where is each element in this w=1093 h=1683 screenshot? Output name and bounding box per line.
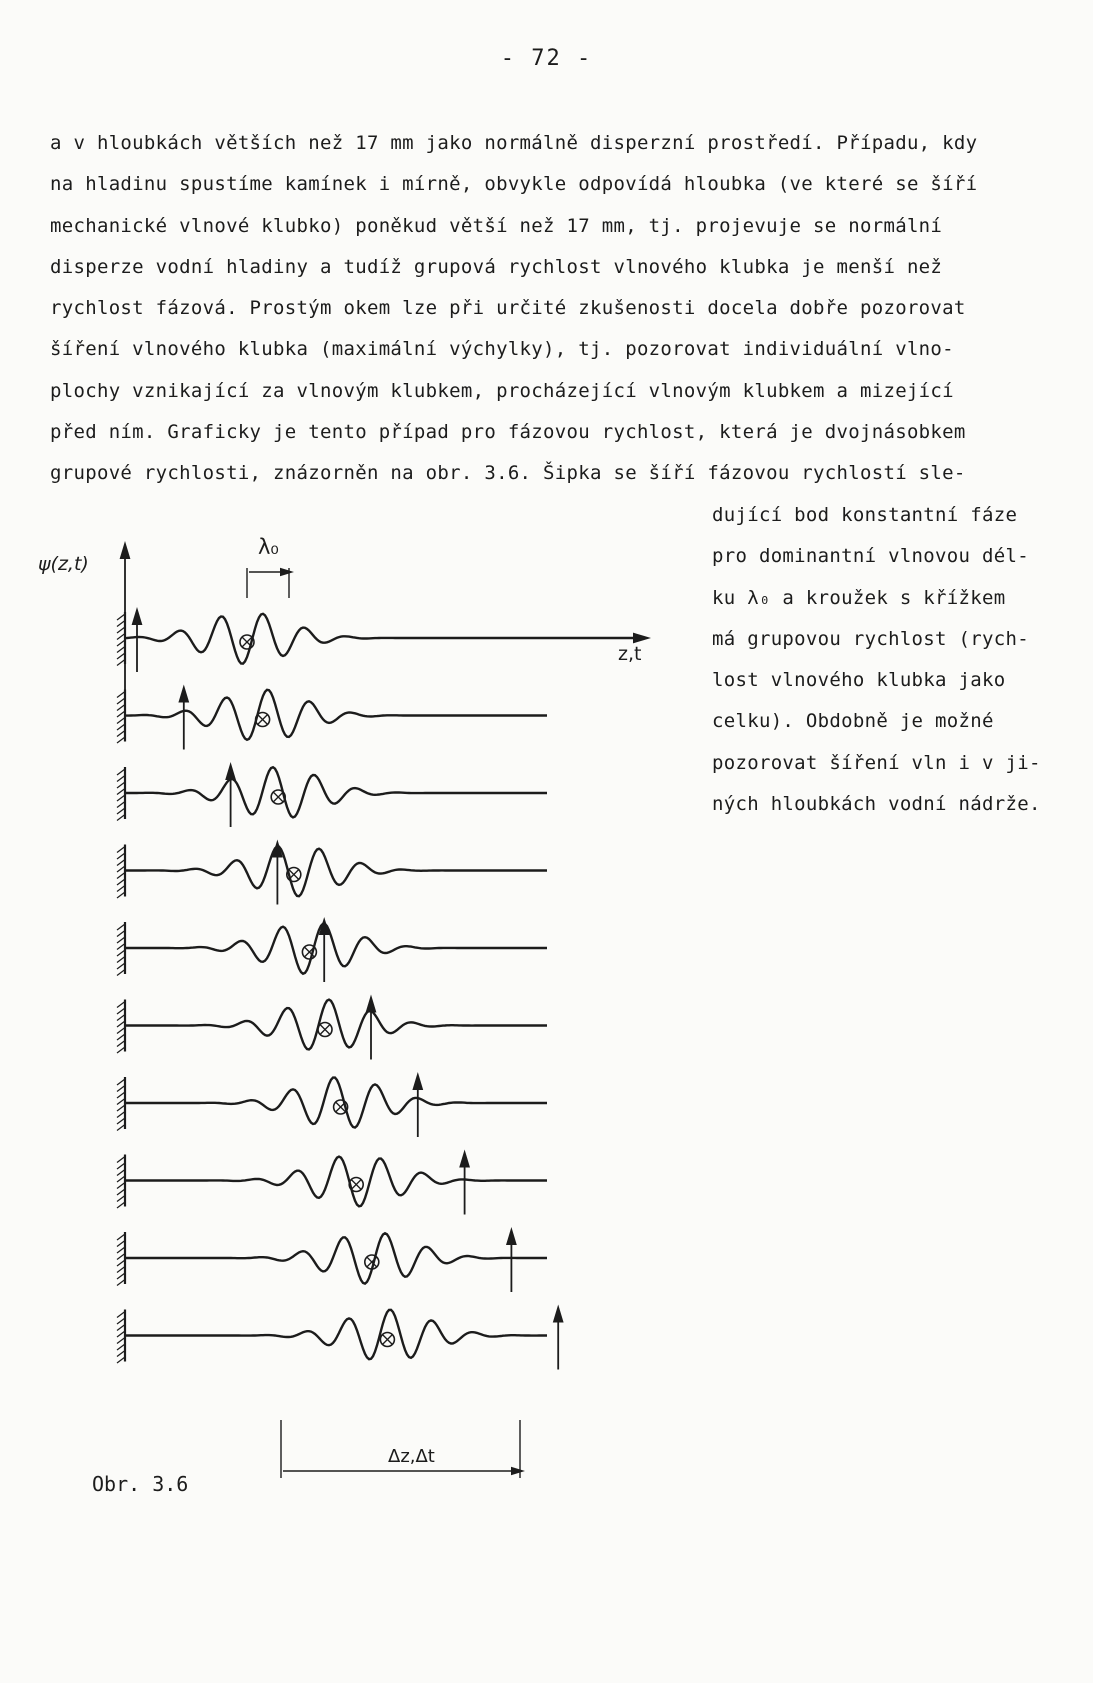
- wave-curve: [125, 847, 547, 897]
- paragraph-line: rychlost fázová. Prostým okem lze při určité zkušenosti docela dobře pozorovat: [50, 297, 966, 320]
- wave-curve: [125, 924, 547, 974]
- hatch-mark: [117, 1118, 125, 1124]
- wave-row: [117, 1310, 558, 1370]
- paragraph-line: na hladinu spustíme kamínek i mírně, obvykle odpovídá hloubka (ve které se šíří: [50, 173, 978, 196]
- figure-caption: Obr. 3.6: [92, 1472, 189, 1496]
- wave-row: [117, 1000, 547, 1060]
- hatch-mark: [117, 873, 125, 879]
- wave-packet-figure: [0, 520, 700, 1480]
- hatch-mark: [117, 1325, 125, 1331]
- hatch-mark: [117, 1331, 125, 1337]
- wave-row: [117, 1155, 547, 1215]
- hatch-mark: [117, 1105, 125, 1111]
- hatch-mark: [117, 1273, 125, 1279]
- hatch-mark: [117, 660, 125, 666]
- hatch-mark: [117, 782, 125, 788]
- wave-curve: [125, 1157, 547, 1207]
- hatch-mark: [117, 1318, 125, 1324]
- wave-curve: [125, 1233, 547, 1283]
- interval-label: Δz,Δt: [388, 1446, 435, 1467]
- side-line: pro dominantní vlnovou dél-: [712, 545, 1029, 568]
- wave-row: [117, 845, 547, 905]
- hatch-mark: [117, 1344, 125, 1350]
- hatch-mark: [117, 1099, 125, 1105]
- hatch-mark: [117, 614, 125, 620]
- hatch-mark: [117, 1086, 125, 1092]
- hatch-mark: [117, 698, 125, 704]
- side-line: celku). Obdobně je možné: [712, 710, 994, 733]
- hatch-mark: [117, 1202, 125, 1208]
- hatch-mark: [117, 1312, 125, 1318]
- hatch-mark: [117, 808, 125, 814]
- hatch-mark: [117, 879, 125, 885]
- hatch-mark: [117, 1267, 125, 1273]
- hatch-mark: [117, 1196, 125, 1202]
- hatch-mark: [117, 647, 125, 653]
- hatch-mark: [117, 931, 125, 937]
- hatch-mark: [117, 705, 125, 711]
- paragraph-line: šíření vlnového klubka (maximální výchylky), tj. pozorovat individuální vlno-: [50, 338, 954, 361]
- hatch-mark: [117, 847, 125, 853]
- hatch-mark: [117, 937, 125, 943]
- hatch-mark: [117, 1280, 125, 1286]
- hatch-mark: [117, 1092, 125, 1098]
- hatch-mark: [117, 634, 125, 640]
- side-line: ku λ₀ a kroužek s křížkem: [712, 586, 1006, 609]
- hatch-mark: [117, 1176, 125, 1182]
- hatch-mark: [117, 944, 125, 950]
- side-line: má grupovou rychlost (rych-: [712, 627, 1029, 650]
- hatch-mark: [117, 1157, 125, 1163]
- hatch-mark: [117, 860, 125, 866]
- hatch-mark: [117, 1112, 125, 1118]
- hatch-mark: [117, 1041, 125, 1047]
- x-axis-label: z,t: [618, 643, 642, 665]
- hatch-mark: [117, 892, 125, 898]
- hatch-mark: [117, 1028, 125, 1034]
- hatch-mark: [117, 692, 125, 698]
- side-line: dující bod konstantní fáze: [712, 504, 1018, 526]
- wave-curve: [125, 767, 547, 817]
- hatch-mark: [117, 769, 125, 775]
- hatch-mark: [117, 1125, 125, 1131]
- wave-row: [117, 690, 547, 750]
- hatch-mark: [117, 1170, 125, 1176]
- hatch-mark: [117, 1189, 125, 1195]
- hatch-mark: [117, 1338, 125, 1344]
- paragraph-line: disperze vodní hladiny a tudíž grupová rychlost vlnového klubka je menší než: [50, 255, 943, 278]
- side-line: lost vlnového klubka jako: [712, 669, 1006, 692]
- hatch-mark: [117, 718, 125, 724]
- hatch-mark: [117, 970, 125, 976]
- hatch-mark: [117, 815, 125, 821]
- paragraph-line: mechanické vlnové klubko) poněkud větší než 17 mm, tj. projevuje se normální: [50, 214, 943, 237]
- wave-curve: [125, 1000, 547, 1050]
- wave-curve: [125, 1310, 547, 1359]
- side-paragraph: [712, 495, 1072, 825]
- wave-row: [117, 1077, 547, 1137]
- hatch-mark: [117, 621, 125, 627]
- paragraph-line: grupové rychlosti, znázorněn na obr. 3.6. Šipka se šíří fázovou rychlostí sle-: [50, 462, 966, 485]
- hatch-mark: [117, 1357, 125, 1363]
- page-number: - 72 -: [500, 46, 593, 71]
- hatch-mark: [117, 737, 125, 743]
- hatch-mark: [117, 1002, 125, 1008]
- wavelength-label: λ₀: [258, 535, 279, 559]
- hatch-mark: [117, 1008, 125, 1014]
- paragraph-line: před ním. Graficky je tento případ pro fázovou rychlost, která je dvojnásobkem: [50, 421, 966, 444]
- hatch-mark: [117, 1015, 125, 1021]
- wave-rows: [117, 612, 642, 1370]
- wave-curve: [125, 690, 547, 740]
- hatch-mark: [117, 1021, 125, 1027]
- hatch-mark: [117, 802, 125, 808]
- paragraph-line: a v hloubkách větších než 17 mm jako normálně disperzní prostředí. Případu, kdy: [50, 132, 978, 154]
- figure-annotations: [125, 550, 642, 1478]
- hatch-mark: [117, 957, 125, 963]
- side-line: pozorovat šíření vln i v ji-: [712, 751, 1041, 774]
- side-line: ných hloubkách vodní nádrže.: [712, 793, 1041, 816]
- hatch-mark: [117, 853, 125, 859]
- hatch-mark: [117, 950, 125, 956]
- hatch-mark: [117, 1047, 125, 1053]
- wave-row: [117, 767, 547, 827]
- wave-row: [117, 612, 642, 672]
- hatch-mark: [117, 1079, 125, 1085]
- hatch-mark: [117, 866, 125, 872]
- hatch-mark: [117, 724, 125, 730]
- paragraph-line: plochy vznikající za vlnovým klubkem, procházející vlnovým klubkem a mizející: [50, 379, 954, 402]
- hatch-mark: [117, 640, 125, 646]
- hatch-mark: [117, 963, 125, 969]
- hatch-mark: [117, 795, 125, 801]
- hatch-mark: [117, 711, 125, 717]
- hatch-mark: [117, 1247, 125, 1253]
- wave-row: [117, 1232, 547, 1292]
- hatch-mark: [117, 731, 125, 737]
- hatch-mark: [117, 789, 125, 795]
- hatch-mark: [117, 1163, 125, 1169]
- hatch-mark: [117, 1034, 125, 1040]
- hatch-mark: [117, 1241, 125, 1247]
- hatch-mark: [117, 924, 125, 930]
- hatch-mark: [117, 1183, 125, 1189]
- wave-row: [117, 922, 547, 982]
- hatch-mark: [117, 1254, 125, 1260]
- main-paragraph: [50, 123, 1050, 495]
- hatch-mark: [117, 627, 125, 633]
- hatch-mark: [117, 1260, 125, 1266]
- hatch-mark: [117, 653, 125, 659]
- hatch-mark: [117, 776, 125, 782]
- hatch-mark: [117, 886, 125, 892]
- hatch-mark: [117, 1351, 125, 1357]
- y-axis-label: ψ(z,t): [38, 553, 89, 575]
- hatch-mark: [117, 1234, 125, 1240]
